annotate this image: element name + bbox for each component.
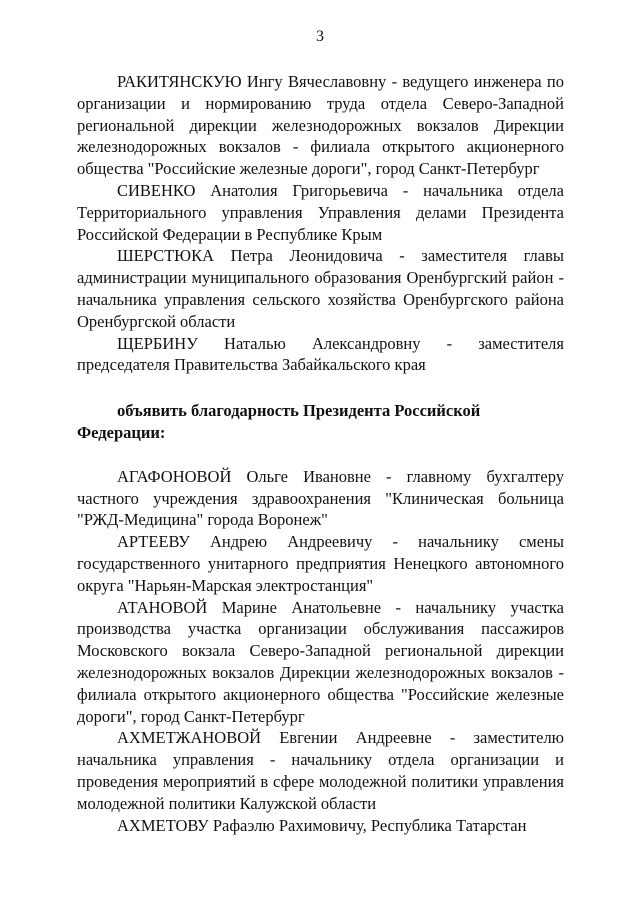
person-description: Анатолия Григорьевича - начальника отдела Территориального управления Управления делами Президента Российской Федерации в Республике Крым <box>77 180 564 244</box>
person-description: Евгении Андреевне - заместителю начальника управления - начальнику отдела организации и проведения мероприятий в сфере молодежной политики управления молодежной политики Калужской области <box>77 728 564 813</box>
thanks-entry-atanova <box>77 597 564 728</box>
person-name: ЩЕРБИНУ <box>117 333 198 353</box>
person-name: РАКИТЯНСКУЮ <box>117 72 242 91</box>
award-entry-shcherbina <box>77 333 564 377</box>
person-name: АХМЕТЖАНОВОЙ <box>117 728 262 748</box>
document-body <box>77 71 564 836</box>
thanks-entry-akhmetov <box>77 815 564 837</box>
person-description: Петра Леонидовича - заместителя главы администрации муниципального образования Оренбургский район - начальника управления сельского хозяйства Оренбургского района Оренбургской области <box>77 246 564 331</box>
thanks-entry-akhmetzhanova <box>77 727 564 814</box>
award-entry-sivenko <box>77 180 564 245</box>
person-name: АХМЕТОВУ <box>117 815 209 835</box>
person-description: Ингу Вячеславовну - ведущего инженера по организации и нормированию труда отдела Северо-Западной региональной дирекции железнодорожных вокзалов Дирекции железнодорожных вокзалов - филиала открытого акционерного общества "Российские железные дороги", город Санкт-Петербург <box>77 72 564 179</box>
person-name: ШЕРСТЮКА <box>117 246 215 266</box>
person-description: Марине Анатольевне - начальнику участка производства участка организации обслуживания пассажиров Московского вокзала Северо-Западной региональной дирекции железнодорожных вокзалов Дирекции железнодорожных вокзалов - филиала открытого акционерного общества "Российские железные дороги", город Санкт-Петербург <box>77 597 564 726</box>
person-name: АГАФОНОВОЙ <box>117 466 232 486</box>
page-number: 3 <box>316 28 324 45</box>
thanks-entry-agafonova <box>77 466 564 531</box>
award-entry-rakityanskaya <box>77 71 564 180</box>
person-description: Андрею Андреевичу - начальнику смены государственного унитарного предприятия Ненецкого автономного округа "Нарьян-Марская электростанция" <box>77 532 564 595</box>
person-description: Наталью Александровну - заместителя председателя Правительства Забайкальского края <box>77 333 564 375</box>
person-description: Рафаэлю Рахимовичу, Республика Татарстан <box>208 815 527 835</box>
person-name: АРТЕЕВУ <box>117 532 190 552</box>
person-name: АТАНОВОЙ <box>117 597 208 617</box>
thanks-entry-arteev <box>77 531 564 596</box>
section-heading: объявить благодарность Президента Российской Федерации: <box>77 401 481 442</box>
person-name: СИВЕНКО <box>117 180 196 200</box>
person-description: Ольге Ивановне - главному бухгалтеру частного учреждения здравоохранения "Клиническая больница "РЖД-Медицина" города Воронеж" <box>77 466 564 530</box>
award-entry-sherstyuk <box>77 245 564 332</box>
